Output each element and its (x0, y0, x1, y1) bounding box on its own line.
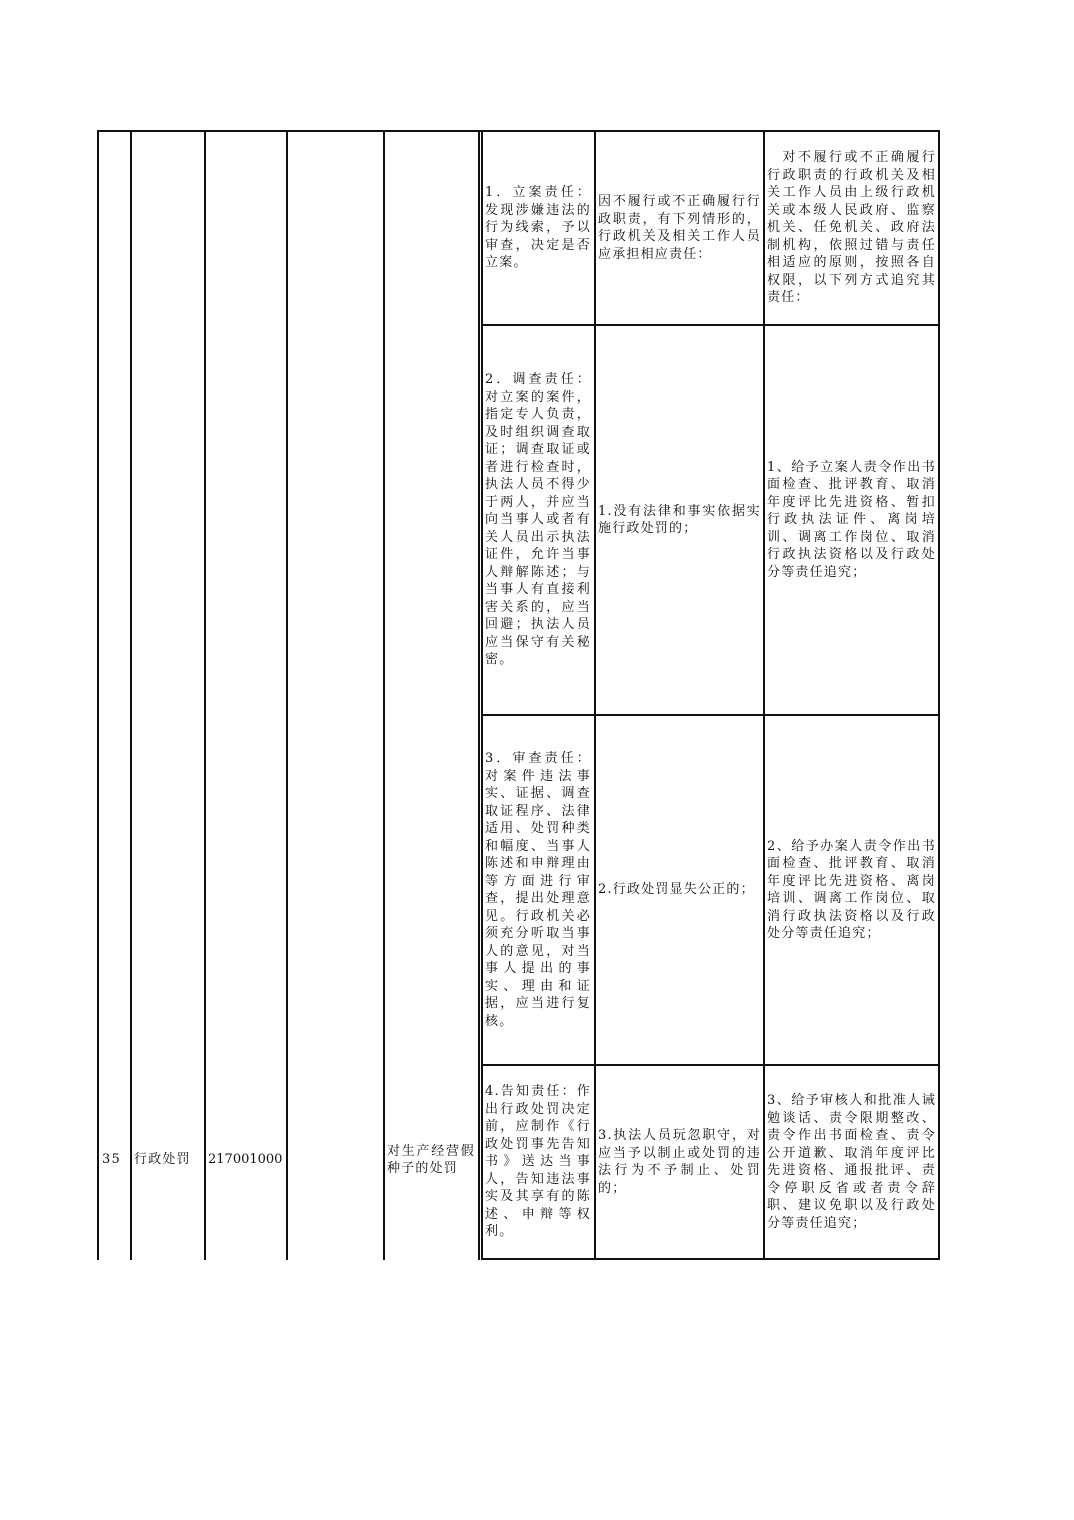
situation-text: 因不履行或不正确履行行政职责，有下列情形的，行政机关及相关工作人员应承担相应责任： (598, 194, 761, 262)
category-cell (134, 1140, 202, 1180)
column-divider (594, 130, 596, 1260)
situation-text: 3.执法人员玩忽职守，对应当予以制止或处罚的违法行为不予制止、处罚的； (598, 1128, 761, 1196)
column-divider (383, 130, 385, 1260)
column-divider (204, 130, 206, 1260)
row-divider (481, 714, 940, 716)
code-cell (208, 1140, 284, 1180)
column-divider (481, 130, 483, 1260)
item-name-text: 对生产经营假种子的处罚 (387, 1143, 475, 1176)
responsibility-text: 1．立案责任：发现涉嫌违法的行为线索，予以审查，决定是否立案。 (485, 185, 591, 271)
row-number-cell (102, 1140, 128, 1180)
row-number: 35 (102, 1152, 121, 1168)
responsibility-cell-1 (485, 133, 591, 323)
situation-text: 2.行政处罚显失公正的； (598, 882, 755, 898)
situation-cell-2 (598, 327, 761, 713)
responsibility-cell-3 (485, 717, 591, 1063)
accountability-text: 3、给予审核人和批准人诫勉谈话、责令限期整改、责令作出书面检查、责令公开道歉、取消年度评比先进资格、通报批评、责令停职反省或者责令辞职、建议免职以及行政处分等责任追究； (767, 1093, 936, 1231)
accountability-cell-3 (767, 717, 936, 1063)
column-divider (763, 130, 765, 1260)
accountability-text: 2、给予办案人责令作出书面检查、批评教育、取消年度评比先进资格、离岗培训、调离工作岗位、取消行政执法资格以及行政处分等责任追究； (767, 838, 936, 941)
table-border-left (97, 130, 99, 1260)
situation-cell-1 (598, 133, 761, 323)
situation-text: 1.没有法律和事实依据实施行政处罚的； (598, 503, 761, 536)
responsibility-text: 2．调查责任：对立案的案件，指定专人负责，及时组织调查取证；调查取证或者进行检查时，执法人员不得少于两人，并应当向当事人或者有关人员出示执法证件，允许当事人辩解陈述；与当事人有直接利害关系的，应当回避；执法人员应当保守有关秘密。 (485, 372, 591, 668)
responsibility-cell-2 (485, 327, 591, 713)
responsibility-text: 4.告知责任：作出行政处罚决定前，应制作《行政处罚事先告知书》送达当事人，告知违法事实及其享有的陈述、申辩等权利。 (485, 1084, 591, 1240)
category-text: 行政处罚 (134, 1152, 191, 1168)
code-text: 217001000 (208, 1152, 283, 1168)
table-border-right (938, 130, 940, 1260)
column-divider (286, 130, 288, 1260)
accountability-cell-1 (767, 133, 936, 323)
row-divider (481, 1064, 940, 1066)
situation-cell-4 (598, 1067, 761, 1257)
row-divider (97, 130, 940, 132)
accountability-text: 对不履行或不正确履行行政职责的行政机关及相关工作人员由上级行政机关或本级人民政府、监察机关、任免机关、政府法制机构，依照过错与责任相适应的原则，按照各自权限，以下列方式追究其责任： (767, 150, 936, 306)
accountability-text: 1、给予立案人责令作出书面检查、批评教育、取消年度评比先进资格、暂扣行政执法证件、离岗培训、调离工作岗位、取消行政执法资格以及行政处分等责任追究； (767, 459, 936, 580)
row-divider (481, 1258, 940, 1260)
responsibility-text: 3．审查责任：对案件违法事实、证据、调查取证程序、法律适用、处罚种类和幅度、当事人陈述和申辩理由等方面进行审查，提出处理意见。行政机关必须充分听取当事人的意见，对当事人提出的事实、理由和证据，应当进行复核。 (485, 751, 591, 1029)
accountability-cell-4 (767, 1067, 936, 1257)
responsibility-cell-4 (485, 1067, 591, 1257)
item-name-cell (387, 1128, 475, 1192)
accountability-cell-2 (767, 327, 936, 713)
row-divider (481, 324, 940, 326)
column-divider (478, 130, 480, 1260)
situation-cell-3 (598, 717, 761, 1063)
column-divider (130, 130, 132, 1260)
